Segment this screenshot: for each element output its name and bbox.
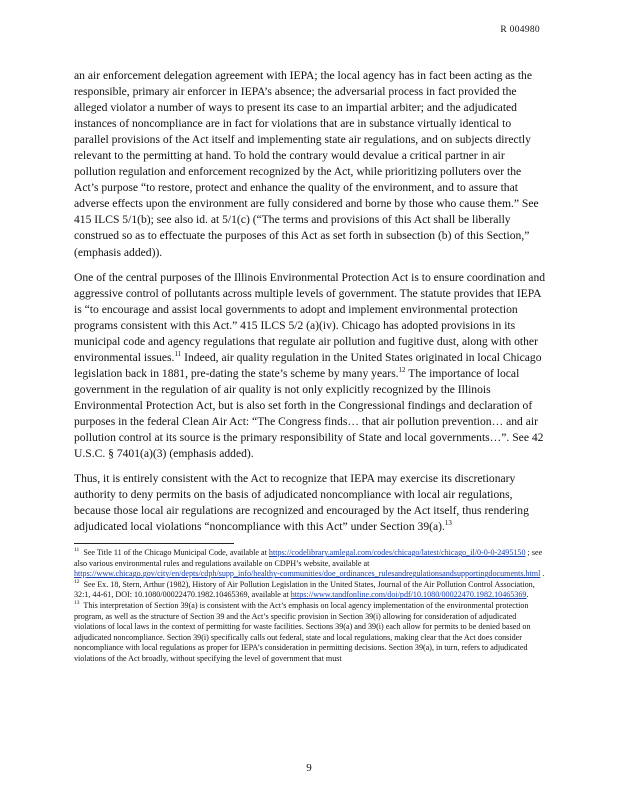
footnote-11-text-2: ; see also various environmental rules and regulations available on CDPH’s website, available at [74, 548, 543, 568]
bates-number: R 004980 [500, 25, 540, 35]
footnote-12-number: 12 [74, 579, 80, 586]
paragraph-1: an air enforcement delegation agreement with IEPA; the local agency has in fact been acting as the responsible, primary air enforcer in IEPA’s absence; the adversarial process in fact provided the alleged violator a number of ways to present its case to an impartial arbiter; and the adjudicated instances of noncompliance are in fact for violations that are in substance virtually identical to parallel provisions of the Act itself and implementing state air regulations, and on subjects directly relevant to the permitting at hand. To hold the contrary would devalue a critical partner in air pollution regulation and enforcement recognized by the Act, while prioritizing polluters over the Act’s purpose “to restore, protect and enhance the quality of the environment, and to assure that adverse effects upon the environment are fully considered and borne by those who cause them.” See 415 ILCS 5/1(b); see also id. at 5/1(c) (“The terms and provisions of this Act shall be liberally construed so as to effectuate the purposes of this Act as set forth in subsection (b) of this Section,” (emphasis added)). [74, 69, 539, 259]
footnote-12-text-1: See Ex. 18, Stern, Arthur (1982), History of Air Pollution Legislation in the United States, Journal of the Air Pollution Control Association, 32:1, 44-61, DOI: 10.1080/00022470.1982.10465369, available at [74, 579, 535, 600]
paragraph-3 [74, 471, 546, 535]
footnote-11-link-2[interactable]: https://www.chicago.gov/city/en/depts/cdph/supp_info/healthy-communities/doe_ordinances_rulesandregulationsandsupportingdocuments.html [74, 569, 541, 579]
paragraph-2-part-b: Indeed, air quality regulation in the United States originated in local Chicago legislation back in 1881, pre-dating the state’s scheme by many years. [74, 350, 542, 380]
footnotes [74, 548, 546, 665]
footnote-11-text-1: See Title 11 of the Chicago Municipal Code, available at [81, 548, 269, 557]
footnote-ref-12[interactable]: 12 [398, 365, 406, 374]
footnote-separator [74, 543, 234, 544]
footnote-ref-13[interactable]: 13 [444, 519, 452, 528]
footnote-13-number: 13 [74, 600, 80, 607]
footnote-13 [74, 601, 546, 665]
footnote-12-link-1[interactable]: https://www.tandfonline.com/doi/pdf/10.1080/00022470.1982.10465369 [290, 590, 527, 600]
footnote-11 [74, 548, 546, 580]
footnote-11-number: 11 [74, 547, 80, 554]
body-text [74, 68, 546, 544]
paragraph-3-text: Thus, it is entirely consistent with the Act to recognize that IEPA may exercise its discretionary authority to deny permits on the basis of adjudicated noncompliance with local air regulations, because those local air regulations are recognized and encouraged by the Act itself, thus rendering adjudicated local violations “noncompliance with this Act” under Section 39(a). [74, 472, 529, 534]
paragraph-2-part-c: The importance of local government in the regulation of air quality is not only explicitly recognized by the Illinois Environmental Protection Act, but is also set forth in the Congressional findings and declaration of purposes in the federal Clean Air Act: “The Congress finds… that air pollution prevention… and air pollution control at its source is the primary responsibility of State and local governments…”. See 42 U.S.C. § 7401(a)(3) (emphasis added). [74, 366, 544, 461]
paragraph-2 [74, 270, 546, 463]
footnote-ref-11[interactable]: 11 [174, 349, 182, 358]
footnote-13-text: This interpretation of Section 39(a) is consistent with the Act’s emphasis on local agency implementation of the environmental protection program, as well as the structure of Section 39 and the Act’s specific provision in Section 39(i) allowing for consideration of adjudicated violations of local laws in the context of permitting for waste facilities. Sections 39(a) and 39(i) each allow for permits to be denied based on adjudicated noncompliance. Section 39(i) specifically calls out federal, state and local regulations, making clear that the Act does consider noncompliance with local regulations as proper for IEPA’s consideration in permitting decisions. Section 39(a), in turn, refers to adjudicated violations of the Act broadly, without specifying the level of government that must [74, 600, 531, 663]
footnote-11-text-3: . [540, 569, 545, 579]
footnote-12-text-2: . [526, 590, 529, 600]
paragraph-2-part-a: One of the central purposes of the Illinois Environmental Protection Act is to ensure coordination and aggressive control of pollutants across multiple levels of government. The statute provides that IEPA is “to encourage and assist local governments to adopt and implement environmental protection programs consistent with this Act.” 415 ILCS 5/2 (a)(iv). Chicago has adopted provisions in its municipal code and agency regulations that regulate air pollution and fugitive dust, along with other environmental issues. [74, 270, 546, 364]
footnote-11-link-1[interactable]: https://codelibrary.amlegal.com/codes/chicago/latest/chicago_il/0-0-0-2495150 [268, 548, 526, 557]
footnote-12 [74, 580, 546, 601]
page-number: 9 [306, 762, 312, 774]
